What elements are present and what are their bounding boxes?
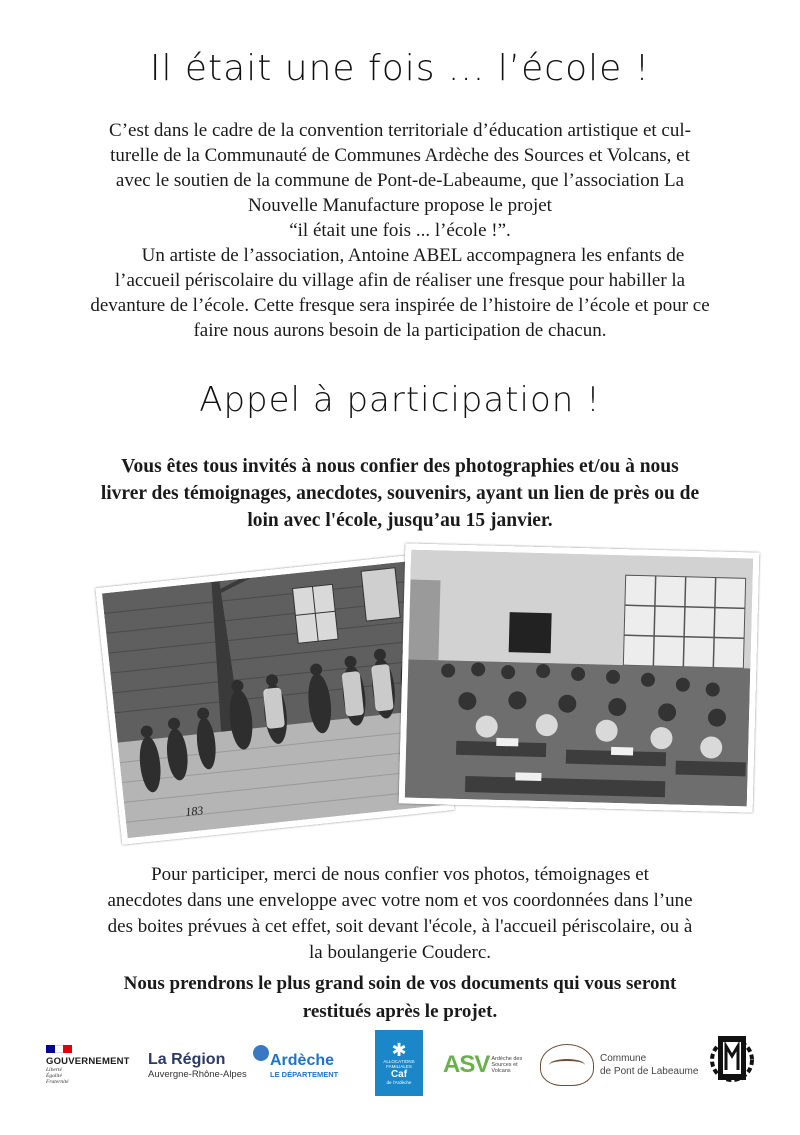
photo-caption: 183 bbox=[184, 803, 204, 819]
artist-paragraph bbox=[60, 243, 740, 343]
callout-line: loin avec l'école, jusqu’au 15 janvier. bbox=[247, 510, 553, 531]
gouvernement-motto-1: Liberté bbox=[46, 1067, 62, 1073]
gouvernement-motto-2: Égalité bbox=[46, 1073, 62, 1079]
ardeche-sub: LE DÉPARTEMENT bbox=[270, 1069, 339, 1079]
caf-star-icon: ✱ bbox=[391, 1040, 407, 1060]
page-title: Il était une fois ... l’école ! bbox=[149, 48, 651, 89]
artist-line: devanture de l’école. Cette fresque sera inspirée de l’histoire de l’école et pour ce bbox=[90, 295, 710, 316]
ardeche-logo bbox=[270, 1035, 338, 1095]
asv-mark: ASV bbox=[443, 1051, 490, 1078]
participate-line: anecdotes dans une enveloppe avec votre nom et vos coordonnées dans l’une bbox=[107, 890, 693, 911]
caf-name: Caf bbox=[390, 1069, 408, 1080]
asv-text bbox=[491, 1056, 522, 1074]
region-name: La Région bbox=[148, 1050, 226, 1068]
nouvelle-manufacture-logo bbox=[708, 1030, 756, 1086]
gouvernement-name: GOUVERNEMENT bbox=[46, 1056, 130, 1067]
intro-line: avec le soutien de la commune de Pont-de-Labeaume, que l’association La bbox=[115, 170, 685, 191]
artist-line: faire nous aurons besoin de la participation de chacun. bbox=[193, 320, 607, 341]
pont-line-1: Commune bbox=[600, 1053, 647, 1064]
asv-text-line: Sources et bbox=[491, 1062, 518, 1068]
pont-text bbox=[600, 1052, 698, 1078]
bridge-seal-icon bbox=[540, 1044, 594, 1086]
caf-sub: de l'Ardèche bbox=[386, 1080, 412, 1085]
artist-line: l’accueil périscolaire du village afin de réaliser une fresque pour habiller la bbox=[114, 270, 686, 291]
caf-logo bbox=[375, 1030, 423, 1096]
classroom-photo-drawing bbox=[405, 550, 753, 807]
participate-paragraph bbox=[60, 862, 740, 966]
intro-paragraph bbox=[60, 118, 740, 243]
intro-line: turelle de la Communauté de Communes Ardèche des Sources et Volcans, et bbox=[110, 145, 690, 166]
participate-line: des boites prévues à cet effet, soit devant l'école, à l'accueil périscolaire, ou à bbox=[107, 916, 693, 937]
callout-line: livrer des témoignages, anecdotes, souvenirs, ayant un lien de près ou de bbox=[100, 483, 700, 504]
intro-line: Nouvelle Manufacture propose le projet bbox=[248, 195, 552, 216]
region-sub: Auvergne-Rhône-Alpes bbox=[148, 1068, 247, 1080]
artist-line: Un artiste de l’association, Antoine ABEL accompagnera les enfants de bbox=[141, 245, 685, 266]
participate-line: la boulangerie Couderc. bbox=[308, 942, 491, 963]
pont-line-2: de Pont de Labeaume bbox=[600, 1066, 699, 1077]
caf-top: ALLOCATIONS FAMILIALES bbox=[383, 1059, 415, 1069]
classroom-photo bbox=[399, 543, 760, 812]
intro-line: “il était une fois ... l’école !”. bbox=[289, 220, 511, 241]
gouvernement-logo bbox=[46, 1035, 130, 1095]
care-line: Nous prendrons le plus grand soin de vos documents qui vous seront bbox=[123, 973, 677, 994]
manufacture-gear-icon bbox=[708, 1030, 756, 1086]
callout-paragraph bbox=[50, 453, 750, 534]
asv-text-line: Ardèche des bbox=[491, 1056, 523, 1062]
region-emblem-icon bbox=[253, 1045, 269, 1061]
care-paragraph bbox=[60, 970, 740, 1026]
asv-text-line: Volcans bbox=[491, 1068, 511, 1074]
schoolyard-photo-drawing bbox=[102, 560, 448, 838]
french-flag-icon bbox=[46, 1045, 72, 1053]
care-line: restitués après le projet. bbox=[302, 1001, 498, 1022]
region-logo bbox=[148, 1035, 247, 1095]
ardeche-name: Ardèche bbox=[270, 1051, 335, 1069]
callout-line: Vous êtes tous invités à nous confier des photographies et/ou à nous bbox=[121, 456, 679, 477]
participate-line: Pour participer, merci de nous confier vos photos, témoignages et bbox=[151, 864, 649, 885]
intro-line: C’est dans le cadre de la convention territoriale d’éducation artistique et cul- bbox=[109, 120, 691, 141]
gouvernement-motto-3: Fraternité bbox=[46, 1079, 69, 1085]
pont-de-labeaume-logo bbox=[540, 1035, 698, 1095]
asv-logo bbox=[443, 1035, 522, 1095]
section-title: Appel à participation ! bbox=[199, 380, 601, 420]
